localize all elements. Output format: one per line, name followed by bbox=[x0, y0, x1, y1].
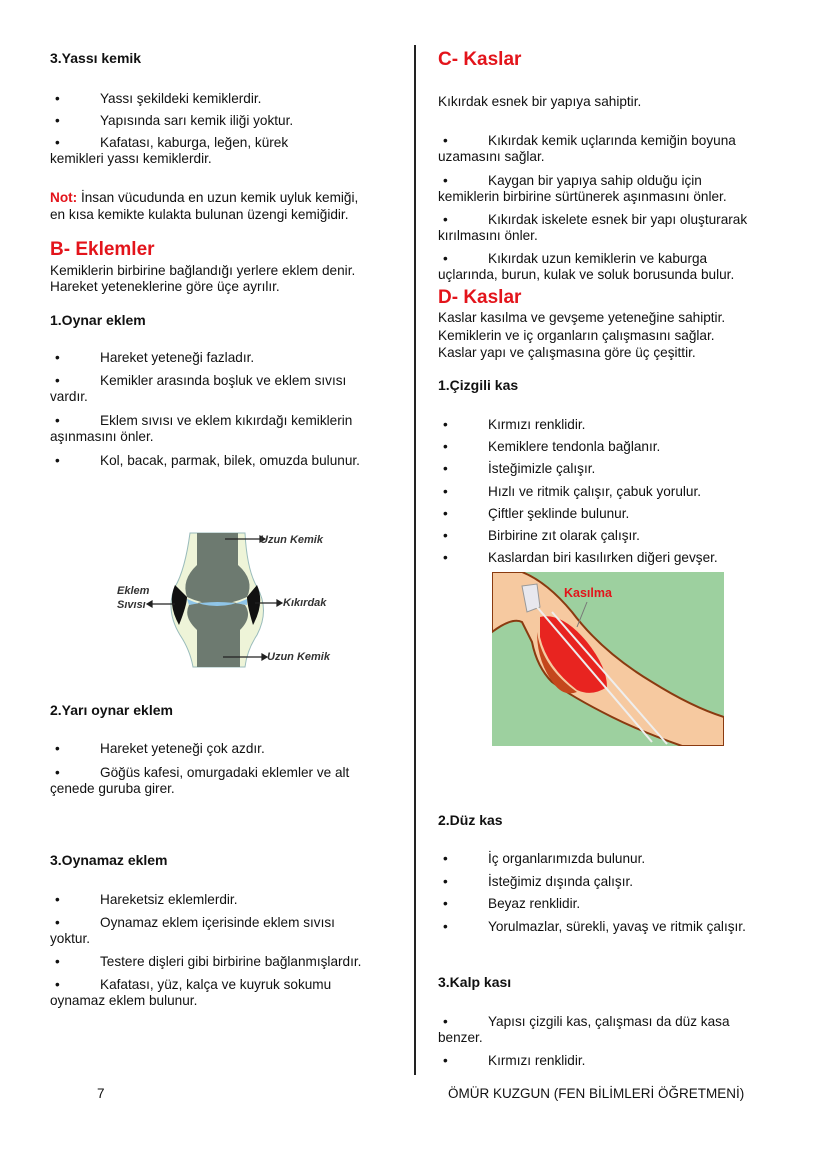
label-uzun-kemik-bottom: Uzun Kemik bbox=[267, 651, 330, 663]
label-sivisi: Sıvısı bbox=[117, 599, 146, 611]
label-kasilma: Kasılma bbox=[564, 586, 612, 600]
note-line2: en kısa kemikte kulakta bulunan üzengi kemiğidir. bbox=[50, 207, 349, 222]
heading-kalp-kasi: 3.Kalp kası bbox=[438, 974, 512, 990]
heading-duz-kas: 2.Düz kas bbox=[438, 812, 503, 828]
footer-author: ÖMÜR KUZGUN (FEN BİLİMLERİ ÖĞRETMENİ) bbox=[448, 1086, 745, 1101]
heading-cizgili-kas: 1.Çizgili kas bbox=[438, 377, 519, 393]
heading-eklemler: B- Eklemler bbox=[50, 239, 155, 260]
column-divider bbox=[414, 45, 416, 1075]
label-kikirdak: Kıkırdak bbox=[283, 597, 327, 609]
heading-oynamaz-eklem: 3.Oynamaz eklem bbox=[50, 852, 168, 868]
arm-muscle-diagram bbox=[492, 572, 724, 746]
heading-yassi-kemik: 3.Yassı kemik bbox=[50, 50, 142, 66]
paragraph: Kaslar kasılma ve gevşeme yeteneğine sahiptir. bbox=[438, 310, 726, 325]
heading-d-kaslar: D- Kaslar bbox=[438, 287, 522, 308]
label-uzun-kemik-top: Uzun Kemik bbox=[260, 534, 323, 546]
page-number: 7 bbox=[97, 1086, 105, 1101]
paragraph: Hareket yeteneklerine göre üçe ayrılır. bbox=[50, 279, 280, 294]
joint-diagram bbox=[105, 525, 340, 670]
paragraph: Kemiklerin ve iç organların çalışmasını sağlar. bbox=[438, 328, 715, 343]
heading-yari-oynar-eklem: 2.Yarı oynar eklem bbox=[50, 702, 173, 718]
note: Not: İnsan vücudunda en uzun kemik uyluk kemiği, bbox=[50, 190, 359, 205]
heading-c-kaslar: C- Kaslar bbox=[438, 49, 522, 70]
paragraph: Kıkırdak esnek bir yapıya sahiptir. bbox=[438, 94, 642, 109]
label-eklem: Eklem bbox=[117, 585, 150, 597]
heading-oynar-eklem: 1.Oynar eklem bbox=[50, 312, 146, 328]
paragraph: Kemiklerin birbirine bağlandığı yerlere eklem denir. bbox=[50, 263, 356, 278]
paragraph: Kaslar yapı ve çalışmasına göre üç çeşittir. bbox=[438, 345, 696, 360]
